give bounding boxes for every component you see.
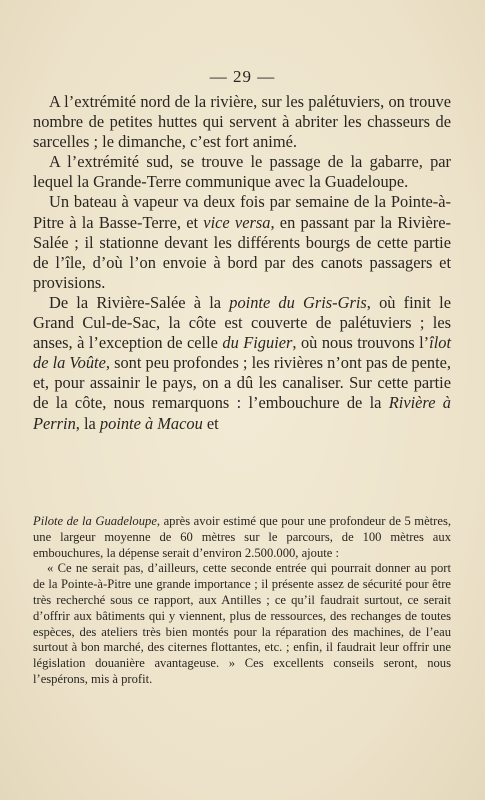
paragraph-south: A l’extrémité sud, se trouve le passage de la gabarre, par lequel la Grande-Terre communique avec la Guadeloupe. (33, 152, 451, 192)
italic-span: vice versa (203, 212, 271, 232)
paragraph-north: A l’extrémité nord de la rivière, sur les palétuviers, on trouve nombre de petites huttes qui servent à abriter les chasseurs de sarcelles ; le dimanche, c’est fort animé. (33, 92, 451, 152)
footnote-block (33, 514, 451, 688)
text-span: , en passant par la Rivière-Salée ; il stationne devant les différents bourgs de cette partie de l’île, d’où l’on envoie à bord par des canots passagers et provisions. (33, 212, 451, 292)
text-span: Un bateau à vapeur va deux fois par semaine de la Pointe-à-Pitre à la Basse-Terre, et (33, 192, 451, 232)
main-text (33, 92, 451, 434)
text-span: et (202, 413, 219, 433)
footnote-intro (33, 514, 451, 561)
footnote-quote: « Ce ne serait pas, d’ailleurs, cette seconde entrée qui pourrait donner au port de la Pointe-à-Pitre une grande importance ; il présente assez de sécurité pour être très recherché sous ce rapport, aux Antilles ; ce qu’il faudrait surtout, ce serait d’offrir aux bâtiments qui y viennent, plus de ressources, des rechanges de toutes espèces, des ateliers très bien montés pour la réparation des machines, de l’eau surtout à bon marché, des citernes flottantes, etc. ; enfin, il faudrait leur offrir une législation douanière avantageuse. » Ces excellents conseils seront, nous l’espérons, mis à profit. (33, 561, 451, 686)
italic-span: Rivière à Perrin (33, 393, 451, 433)
text-span: , après avoir estimé que pour une profondeur de 5 mètres, une largeur moyenne de 60 mètres sur le parcours, de 100 mètres aux embouchures, la dépense serait d’environ 2.500.000, ajoute : (33, 514, 451, 560)
text-span: , la (75, 413, 100, 433)
text-span: , où finit le Grand Cul-de-Sac, la côte est couverte de palétuviers ; les anses, à l’exception de celle (33, 292, 451, 353)
text-span: , sont peu profondes ; les rivières n’ont pas de pente, et, pour assainir le pays, on a dû les canaliser. Sur cette partie de la côte, nous remarquons : l’embouchure de la (33, 353, 451, 413)
italic-span: du Figuier (222, 333, 293, 353)
italic-span: pointe à Macou (99, 413, 203, 433)
paragraph-steamboat (33, 192, 451, 292)
text-span: , où nous trouvons l’ (292, 333, 430, 353)
italic-span: pointe du Gris-Gris (229, 292, 367, 312)
italic-span: îlot de la Voûte (33, 333, 451, 373)
italic-span: Pilote de la Guadeloupe (33, 514, 157, 528)
text-span: De la Rivière-Salée à la (49, 292, 230, 312)
paragraph-coast (33, 293, 451, 434)
page-number: — 29 — (209, 67, 276, 86)
